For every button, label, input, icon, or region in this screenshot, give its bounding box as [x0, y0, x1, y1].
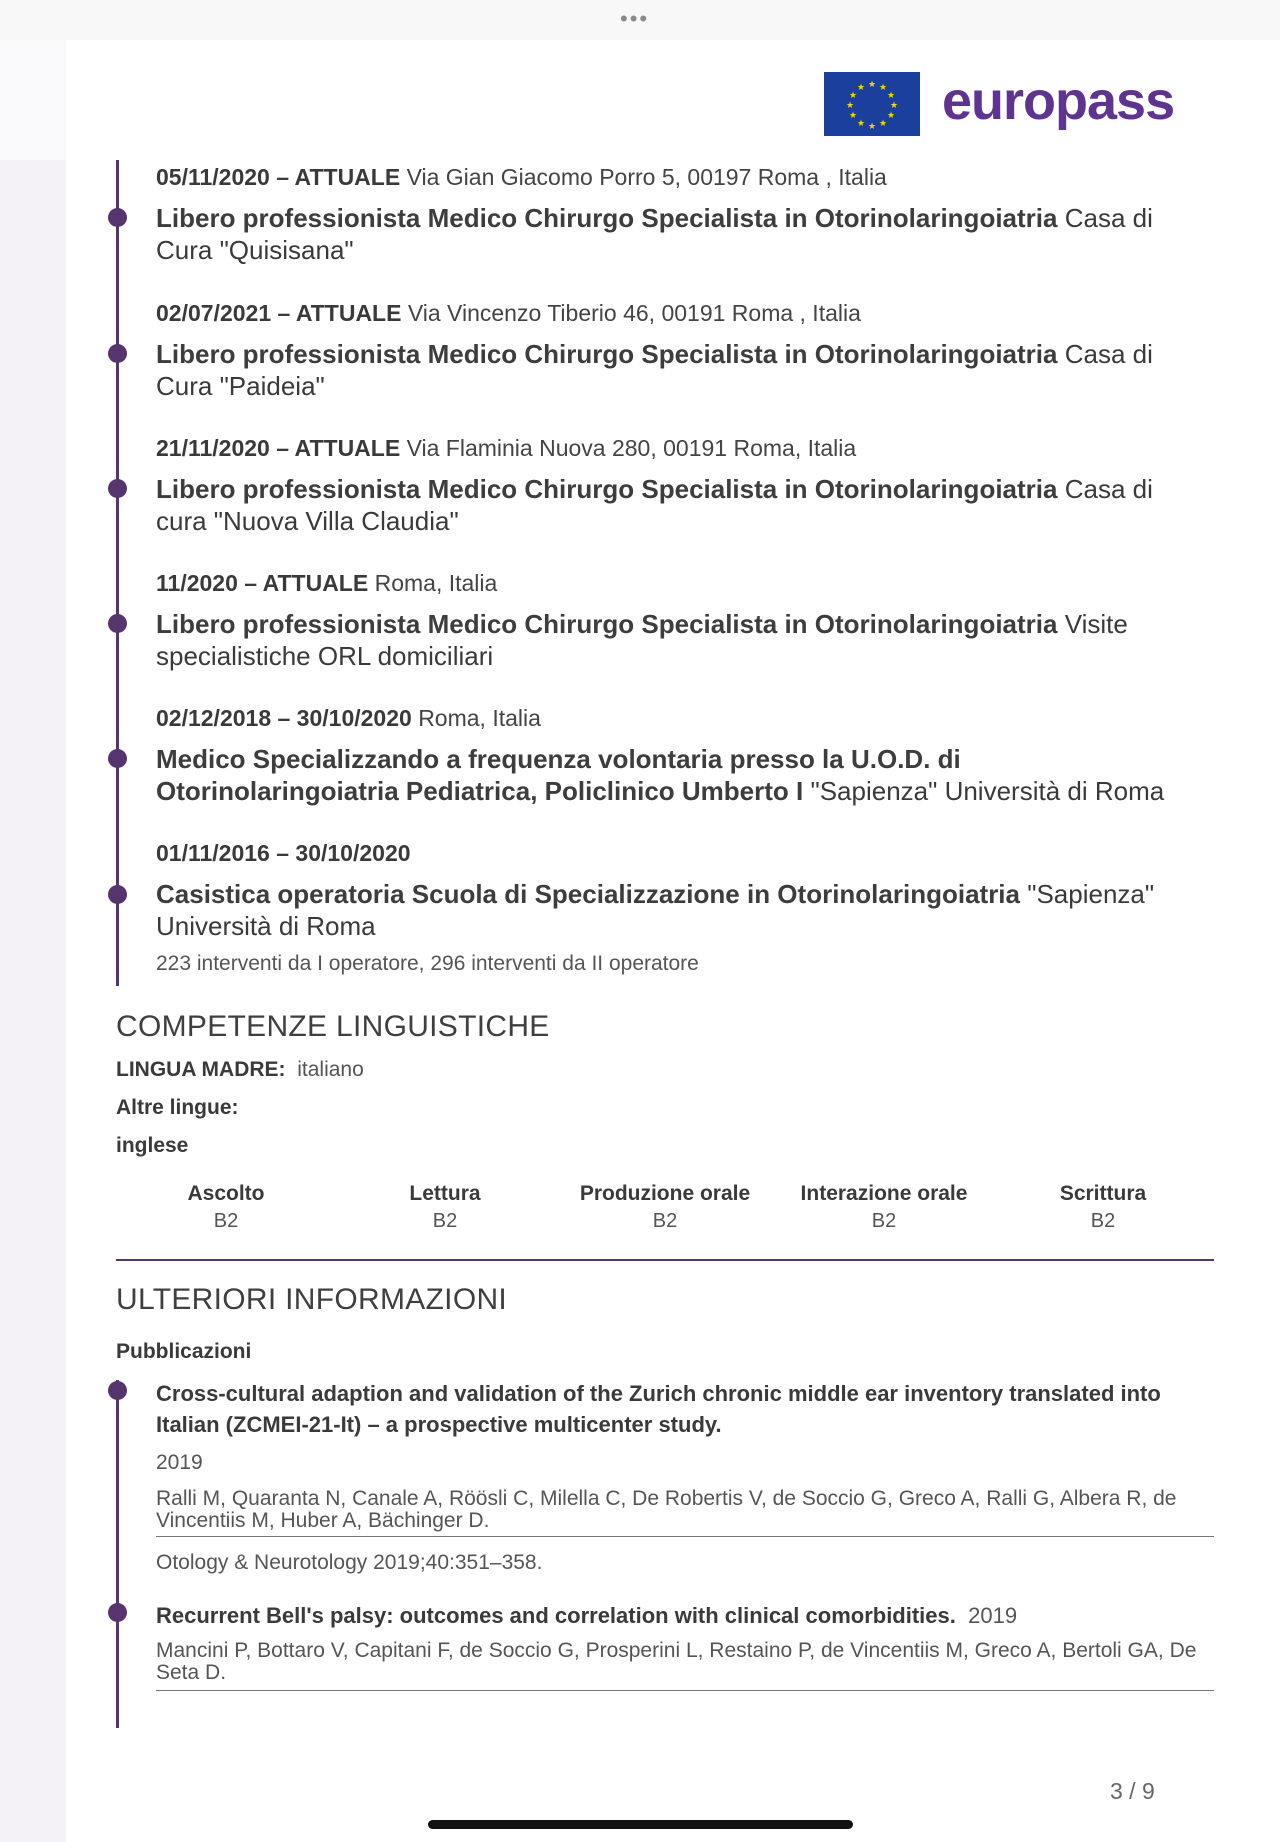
publications-label: Pubblicazioni: [116, 1340, 252, 1363]
entry-employer: Casa di Cura "Quisisana": [156, 203, 1153, 265]
skill-level: B2: [1090, 1210, 1116, 1232]
svg-text:★: ★: [848, 91, 858, 101]
skill-header: Scrittura: [1059, 1182, 1147, 1205]
experience-timeline: [116, 160, 119, 986]
svg-text:★: ★: [878, 119, 888, 129]
svg-text:★: ★: [886, 91, 896, 101]
skill-level: B2: [432, 1210, 458, 1232]
entry-place: Via Flaminia Nuova 280, 00191 Roma, Italia: [406, 435, 857, 461]
mother-tongue-label: LINGUA MADRE:: [116, 1058, 286, 1081]
entry-date: 21/11/2020 – ATTUALE: [156, 435, 401, 461]
experience-entry: [156, 838, 1206, 976]
skill-header: Produzione orale: [579, 1182, 751, 1205]
entry-date: 11/2020 – ATTUALE: [156, 570, 369, 596]
experience-entry: [156, 433, 1206, 537]
skill-header: Ascolto: [187, 1182, 265, 1205]
timeline-dot: [108, 479, 127, 498]
other-languages-label: Altre lingue:: [116, 1096, 239, 1119]
left-strip: [0, 40, 66, 160]
svg-text:★: ★: [867, 80, 877, 90]
home-indicator[interactable]: [428, 1820, 853, 1829]
entry-date: 02/12/2018 – 30/10/2020: [156, 705, 412, 731]
skill-header: Lettura: [409, 1182, 481, 1205]
skill-column: [116, 1182, 336, 1233]
timeline-dot: [108, 749, 127, 768]
entry-date: 01/11/2016 – 30/10/2020: [156, 840, 411, 866]
timeline-dot: [108, 344, 127, 363]
publication-authors: Ralli M, Quaranta N, Canale A, Röösli C, Milella C, De Robertis V, de Soccio G, Greco A, Ralli G, Albera R, de Vincentiis M, Huber A, Bächinger D.: [156, 1487, 1177, 1532]
svg-text:★: ★: [867, 122, 877, 132]
section-divider: [116, 1259, 1214, 1261]
experience-entry: [156, 298, 1206, 402]
skill-column: [993, 1182, 1213, 1233]
entry-place: Roma, Italia: [418, 705, 541, 731]
timeline-dot: [108, 208, 127, 227]
entry-title: Medico Specializzando a frequenza volontaria presso la U.O.D. di Otorinolaringoiatria Pediatrica, Policlinico Umberto I: [156, 744, 961, 806]
publication-title: Recurrent Bell's palsy: outcomes and correlation with clinical comorbidities. 2019: [156, 1603, 1018, 1628]
publication-divider: [156, 1690, 1214, 1691]
entry-title: Libero professionista Medico Chirurgo Specialista in Otorinolaringoiatria: [156, 203, 1058, 233]
more-dots-icon[interactable]: •••: [620, 6, 650, 31]
svg-text:★: ★: [856, 83, 866, 93]
svg-text:★: ★: [886, 111, 896, 121]
eu-flag-icon: [824, 72, 920, 136]
entry-place: Via Vincenzo Tiberio 46, 00191 Roma , Italia: [407, 300, 861, 326]
entry-date: 02/07/2021 – ATTUALE: [156, 300, 402, 326]
page-indicator: 3 / 9: [1110, 1778, 1155, 1804]
entry-title: Libero professionista Medico Chirurgo Specialista in Otorinolaringoiatria: [156, 474, 1058, 504]
timeline-dot: [108, 614, 127, 633]
entry-place: Roma, Italia: [374, 570, 498, 596]
experience-entry: [156, 568, 1206, 672]
skill-column: [335, 1182, 555, 1233]
entry-employer: Visite specialistiche ORL domiciliari: [156, 609, 1128, 671]
entry-employer: "Sapienza" Università di Roma: [810, 776, 1165, 806]
publication-year: 2019: [156, 1451, 203, 1474]
entry-title: Libero professionista Medico Chirurgo Specialista in Otorinolaringoiatria: [156, 339, 1058, 369]
mother-tongue-value: italiano: [297, 1058, 364, 1081]
skill-level: B2: [213, 1210, 239, 1232]
publication-journal: Otology & Neurotology 2019;40:351–358.: [156, 1551, 543, 1574]
svg-text:★: ★: [845, 101, 855, 111]
publication-divider: [156, 1536, 1214, 1537]
svg-text:★: ★: [889, 101, 899, 111]
skill-level: B2: [871, 1210, 897, 1232]
skill-level: B2: [652, 1210, 678, 1232]
svg-text:★: ★: [848, 111, 858, 121]
language-name: inglese: [116, 1134, 189, 1157]
publications-timeline: [116, 1380, 119, 1728]
section-title-further-info: ULTERIORI INFORMAZIONI: [116, 1283, 508, 1316]
top-bar: [0, 0, 1280, 40]
timeline-dot: [108, 885, 127, 904]
publication-title: Cross-cultural adaption and validation of the Zurich chronic middle ear inventory translated into Italian (ZCMEI-21-It) – a prospective multicenter study.: [156, 1381, 1161, 1437]
svg-text:★: ★: [878, 83, 888, 93]
entry-place: Via Gian Giacomo Porro 5, 00197 Roma , Italia: [406, 164, 887, 190]
europass-logo: europass: [942, 71, 1175, 131]
publication-authors: Mancini P, Bottaro V, Capitani F, de Soccio G, Prosperini L, Restaino P, de Vincentiis M, Greco A, Bertoli GA, De Seta D.: [156, 1639, 1197, 1684]
mother-tongue: [116, 1058, 364, 1082]
entry-date: 05/11/2020 – ATTUALE: [156, 164, 401, 190]
entry-employer: "Sapienza" Università di Roma: [156, 879, 1155, 941]
publication-year: 2019: [968, 1603, 1018, 1628]
entry-title: Casistica operatoria Scuola di Specializzazione in Otorinolaringoiatria: [156, 879, 1020, 909]
experience-entry: [156, 162, 1206, 266]
entry-employer: Casa di Cura "Paideia": [156, 339, 1153, 401]
entry-title: Libero professionista Medico Chirurgo Specialista in Otorinolaringoiatria: [156, 609, 1058, 639]
skill-column: [555, 1182, 775, 1233]
timeline-dot: [108, 1381, 127, 1400]
skill-header: Interazione orale: [800, 1182, 968, 1205]
entry-note: 223 interventi da I operatore, 296 interventi da II operatore: [156, 952, 699, 975]
svg-text:★: ★: [856, 119, 866, 129]
timeline-dot: [108, 1603, 127, 1622]
entry-employer: Casa di cura "Nuova Villa Claudia": [156, 474, 1153, 536]
experience-entry: [156, 703, 1206, 807]
section-title-languages: COMPETENZE LINGUISTICHE: [116, 1010, 550, 1043]
skill-column: [774, 1182, 994, 1233]
